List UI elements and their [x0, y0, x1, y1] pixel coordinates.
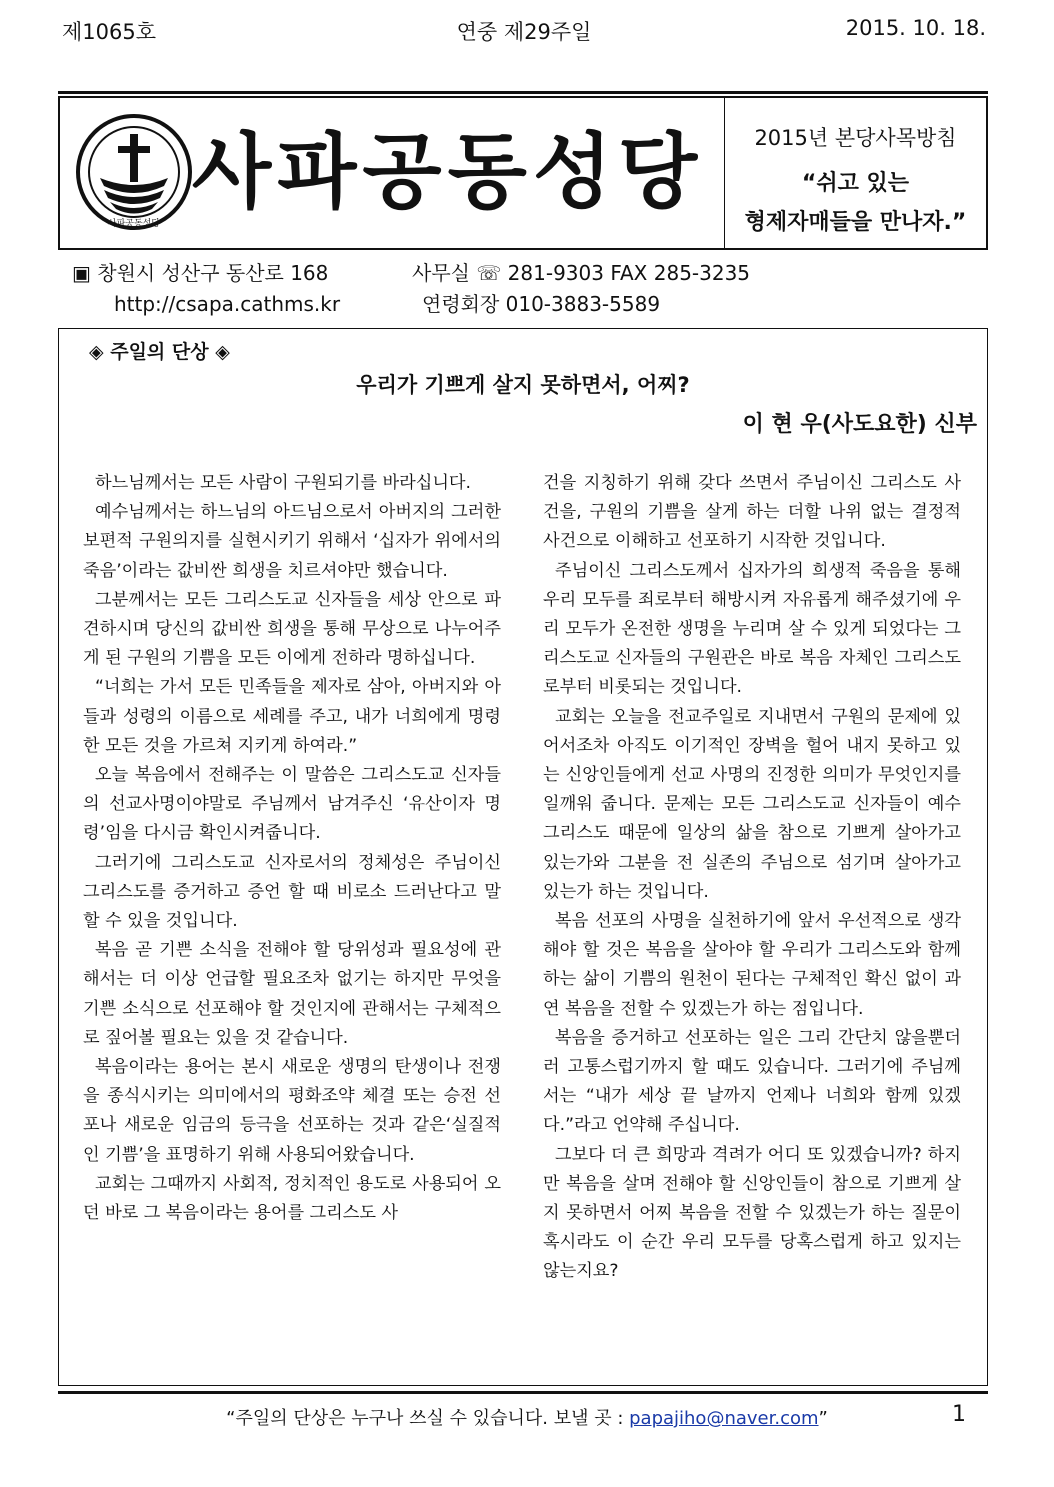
paragraph: 교회는 그때까지 사회적, 정치적인 용도로 사용되어 오던 바로 그 복음이라는 용어를 그리스도 사: [83, 1173, 501, 1224]
masthead-top-rule: [58, 91, 988, 94]
liturgical-week: 연중 제29주일: [456, 20, 592, 44]
paragraph: 그보다 더 큰 희망과 격려가 어디 또 있겠습니까? 하지만 복음을 살며 전해야 할 신앙인들이 참으로 기쁘게 살지 못하면서 어찌 복음을 전할 수 있겠는가 하는 질문이 혹시라도 이 순간 우리 모두를 당혹스럽게 하고 있지는 않는지요?: [543, 1144, 961, 1282]
motto-title: 2015년 본당사목방침: [754, 126, 957, 150]
note-prefix: “주일의 단상은 누구나 쓰실 수 있습니다. 보낼 곳 :: [226, 1408, 630, 1429]
paragraph: 주님이신 그리스도께서 십자가의 희생적 죽음을 통해 우리 모두를 죄로부터 해방시켜 자유롭게 해주셨기에 우리 모두가 온전한 생명을 누리며 살 수 있게 되었다는 그리스도교 신자들의 구원관은 바로 복음 자체인 그리스도로부터 비롯되는 것입니다.: [543, 560, 961, 698]
footer: [0, 1404, 1054, 1434]
paragraph: 예수님께서는 하느님의 아드님으로서 아버지의 그러한 보편적 구원의지를 실현시키기 위해서 ‘십자가 위에서의 죽음’이라는 값비싼 희생을 치르셔야만 했습니다.: [83, 502, 501, 581]
article-column-right: [543, 469, 961, 1287]
paragraph: 그분께서는 모든 그리스도교 신자들을 세상 안으로 파견하시며 당신의 값비싼 희생을 통해 무상으로 나누어주게 된 구원의 기쁨을 모든 이에게 전하라 명하십니다.: [83, 589, 501, 669]
office-phone: 사무실 ☏ 281-9303 FAX 285-3235: [412, 261, 751, 285]
article-author: 이 현 우(사도요한) 신부: [742, 412, 977, 437]
paragraph: “너희는 가서 모든 민족들을 제자로 삼아, 아버지와 아들과 성령의 이름으로 세례를 주고, 내가 너희에게 명령한 모든 것을 가르쳐 지키게 하여라.”: [83, 677, 501, 756]
article-title: 우리가 기쁘게 살지 못하면서, 어찌?: [356, 373, 690, 397]
note-suffix: ”: [818, 1408, 828, 1429]
church-logo-icon: [74, 112, 194, 232]
website-link[interactable]: http://csapa.cathms.kr: [114, 292, 341, 316]
section-label: ◈ 주일의 단상 ◈: [89, 341, 230, 363]
paragraph: 복음 선포의 사명을 실천하기에 앞서 우선적으로 생각해야 할 것은 복음을 살아야 할 우리가 그리스도와 함께 하는 삶이 기쁨의 원천이 된다는 구체적인 확신 없이 과연 복음을 전할 수 있겠는가 하는 점입니다.: [543, 911, 961, 1019]
logo-caption: 사파공동성당: [107, 219, 161, 229]
motto-line-1: “쉬고 있는: [801, 171, 910, 196]
address: ▣ 창원시 성산구 동산로 168: [72, 261, 329, 285]
issue-number: 제1065호: [62, 20, 157, 44]
paragraph: 복음이라는 용어는 본시 새로운 생명의 탄생이나 전쟁을 종식시키는 의미에서의 평화조약 체결 또는 승전 선포나 새로운 임금의 등극을 선포하는 것과 같은‘실질적인 기쁨’을 표명하기 위해 사용되어왔습니다.: [83, 1057, 501, 1165]
pastoral-motto: [724, 98, 986, 248]
paragraph: 오늘 복음에서 전해주는 이 말씀은 그리스도교 신자들의 선교사명이야말로 주님께서 남겨주신 ‘유산이자 명령’임을 다시금 확인시켜줍니다.: [83, 765, 501, 844]
president-phone: 연령회장 010-3883-5589: [422, 292, 661, 316]
page-number: 1: [952, 1402, 966, 1427]
church-name: 사파공동성당: [192, 125, 704, 220]
article-column-left: [83, 469, 501, 1228]
paragraph-continuation: 건을 지칭하기 위해 갖다 쓰면서 주님이신 그리스도 사건을, 구원의 기쁨을 살게 하는 더할 나위 없는 결정적 사건으로 이해하고 선포하기 시작한 것입니다.: [543, 473, 961, 552]
email-link[interactable]: papajiho@naver.com: [629, 1408, 819, 1429]
paragraph: 그러기에 그리스도교 신자로서의 정체성은 주님이신 그리스도를 증거하고 증언 할 때 비로소 드러난다고 말할 수 있을 것입니다.: [83, 852, 501, 932]
masthead: [58, 96, 988, 250]
motto-line-2: 형제자매들을 만나자.”: [744, 210, 967, 235]
paragraph: 교회는 오늘을 전교주일로 지내면서 구원의 문제에 있어서조차 아직도 이기적인 장벽을 헐어 내지 못하고 있는 신앙인들에게 선교 사명의 진정한 의미가 무엇인지를 일깨워 줍니다. 문제는 모든 그리스도교 신자들이 예수 그리스도 때문에 일상의 삶을 참으로 기쁘게 살아가고 있는가와 그분을 전 실존의 주님으로 섬기며 살아가고 있는가 하는 것입니다.: [543, 706, 961, 902]
submission-note: [0, 1404, 1054, 1430]
article-box: [58, 328, 988, 1386]
bottom-rule: [58, 1391, 988, 1394]
paragraph: 복음 곧 기쁜 소식을 전해야 할 당위성과 필요성에 관해서는 더 이상 언급할 필요조차 없기는 하지만 무엇을 기쁜 소식으로 선포해야 할 것인지에 관해서는 구체적으로 짚어볼 필요는 있을 것 같습니다.: [83, 940, 501, 1048]
issue-header: [62, 8, 986, 48]
issue-date: 2015. 10. 18.: [845, 16, 986, 40]
paragraph: 하느님께서는 모든 사람이 구원되기를 바라십니다.: [95, 473, 471, 493]
paragraph: 복음을 증거하고 선포하는 일은 그리 간단치 않을뿐더러 고통스럽기까지 할 때도 있습니다. 그러기에 주님께서는 “내가 세상 끝 날까지 언제나 너희와 함께 있겠다.”라고 언약해 주십니다.: [543, 1027, 961, 1136]
